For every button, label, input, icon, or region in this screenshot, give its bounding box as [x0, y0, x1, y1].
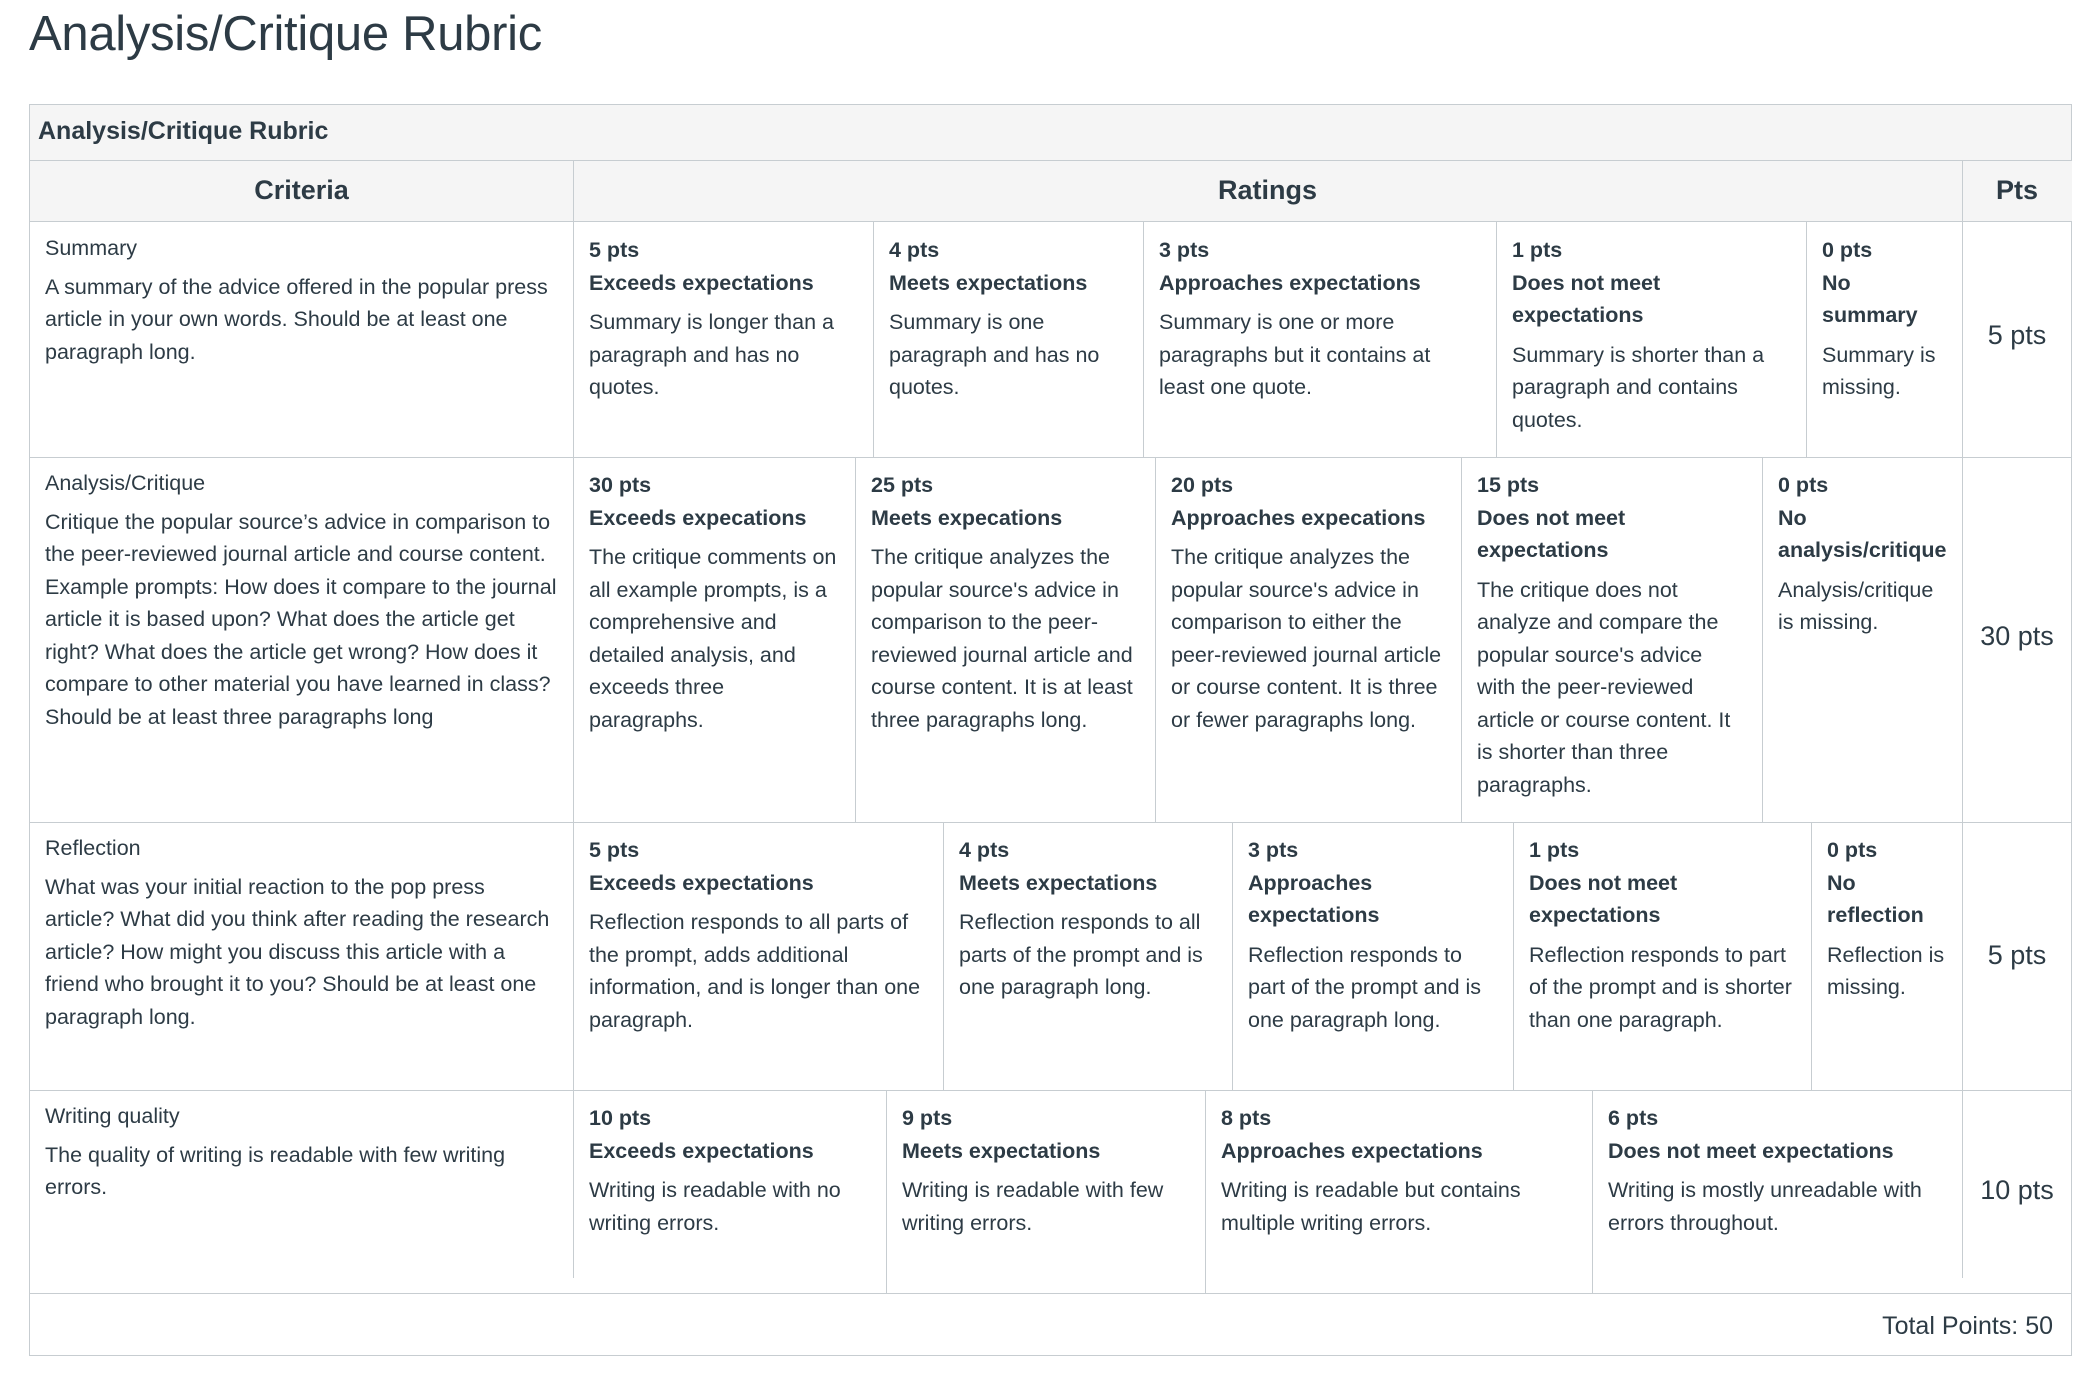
- criterion-description: What was your initial reaction to the pop press article? What did you think after reading the research article? How might you discuss this article with a friend who brought it to you? Should be at least one paragraph long.: [45, 874, 550, 1029]
- rating-points: 5 pts: [589, 238, 640, 262]
- rating-points: 0 pts: [1778, 473, 1829, 497]
- rating-title: Meets expectations: [959, 870, 1158, 895]
- rating-cell[interactable]: [573, 222, 873, 416]
- criterion-reflection: [30, 822, 573, 1090]
- pts-header: Pts: [1962, 161, 2072, 222]
- rating-cell[interactable]: [1762, 457, 1962, 651]
- rating-title: Exceeds expectations: [589, 270, 814, 295]
- rating-cell[interactable]: [1155, 457, 1461, 748]
- rating-title: Exceeds expectations: [589, 870, 814, 895]
- rating-points: 25 pts: [871, 473, 934, 497]
- rating-title: Exceeds expectations: [589, 1138, 814, 1163]
- rating-description: Summary is missing.: [1822, 342, 1936, 399]
- rating-description: Summary is longer than a paragraph and has no quotes.: [589, 310, 834, 399]
- rating-points: 9 pts: [902, 1106, 953, 1130]
- rating-description: The critique does not analyze and compare the popular source's advice with the peer-reviewed article or course content. It is shorter than three paragraphs.: [1477, 577, 1731, 797]
- criterion-description: A summary of the advice offered in the popular press article in your own words. Should be at least one paragraph long.: [45, 274, 548, 364]
- rating-points: 8 pts: [1221, 1106, 1272, 1130]
- rating-points: 15 pts: [1477, 473, 1540, 497]
- rating-cell[interactable]: [1806, 222, 1962, 416]
- rating-points: 0 pts: [1822, 238, 1873, 262]
- rating-description: The critique analyzes the popular source's advice in comparison to the peer-reviewed journal article and course content. It is at least three paragraphs long.: [871, 545, 1133, 732]
- rating-title: No analysis/critique: [1778, 505, 1947, 562]
- criterion-points: 5 pts: [1987, 320, 2047, 350]
- criterion-description: The quality of writing is readable with few writing errors.: [45, 1142, 506, 1199]
- criterion-summary: [30, 222, 573, 457]
- rating-description: Reflection is missing.: [1827, 942, 1945, 999]
- rating-description: Summary is shorter than a paragraph and contains quotes.: [1512, 342, 1765, 432]
- rating-points: 5 pts: [589, 838, 640, 862]
- criterion-description: Critique the popular source’s advice in comparison to the peer-reviewed journal article and course content. Example prompts: How does it compare to the journal article it is based upon? What does the article get right? What does the article get wrong? How does it compare to other material you have learned in class? Should be at least three paragraphs long: [45, 509, 557, 729]
- criterion-points: 10 pts: [1980, 1175, 2054, 1205]
- rating-description: Analysis/critique is missing.: [1778, 577, 1934, 634]
- rating-points: 3 pts: [1248, 838, 1299, 862]
- rubric-table: [29, 104, 2072, 1356]
- rating-points: 0 pts: [1827, 838, 1878, 862]
- rating-points: 4 pts: [889, 238, 940, 262]
- rating-title: Does not meet expectations: [1512, 270, 1661, 327]
- rating-title: Meets expecations: [871, 505, 1063, 530]
- rating-cell[interactable]: [1461, 457, 1762, 813]
- rating-cell[interactable]: [855, 457, 1155, 748]
- rating-description: Reflection responds to part of the prompt and is shorter than one paragraph.: [1529, 942, 1792, 1032]
- rating-description: The critique comments on all example prompts, is a comprehensive and detailed analysis, and exceeds three paragraphs.: [589, 545, 837, 732]
- rating-description: The critique analyzes the popular source's advice in comparison to either the peer-reviewed journal article or course content. It is three or fewer paragraphs long.: [1171, 545, 1442, 732]
- rating-description: Summary is one paragraph and has no quotes.: [889, 310, 1100, 399]
- rating-cell[interactable]: [943, 822, 1232, 1016]
- criterion-name: Analysis/Critique: [45, 471, 206, 495]
- rating-cell[interactable]: [573, 457, 855, 748]
- rating-title: Meets expectations: [889, 270, 1088, 295]
- rating-title: Does not meet expectations: [1608, 1138, 1894, 1163]
- rating-cell[interactable]: [886, 1090, 1205, 1251]
- criterion-analysis-critique: [30, 457, 573, 822]
- rating-points: 30 pts: [589, 473, 652, 497]
- rating-points: 6 pts: [1608, 1106, 1659, 1130]
- rating-cell[interactable]: [1143, 222, 1496, 416]
- rating-title: Meets expectations: [902, 1138, 1101, 1163]
- rating-points: 4 pts: [959, 838, 1010, 862]
- rating-cell[interactable]: [1496, 222, 1806, 448]
- rating-cell[interactable]: [1592, 1090, 1962, 1251]
- criterion-name: Reflection: [45, 836, 141, 860]
- rating-description: Writing is readable with no writing errors.: [589, 1178, 841, 1235]
- criterion-writing-quality: [30, 1090, 573, 1293]
- rating-cell[interactable]: [1205, 1090, 1592, 1251]
- rating-title: Approaches expecations: [1171, 505, 1426, 530]
- rating-description: Reflection responds to all parts of the prompt, adds additional information, and is longer than one paragraph.: [589, 910, 921, 1032]
- rating-cell[interactable]: [573, 1090, 886, 1251]
- criteria-header: Criteria: [30, 161, 573, 222]
- rating-cell[interactable]: [873, 222, 1143, 416]
- rating-points: 20 pts: [1171, 473, 1234, 497]
- rubric-title: Analysis/Critique Rubric: [30, 105, 2071, 161]
- rating-title: No reflection: [1827, 870, 1924, 927]
- ratings-header: Ratings: [573, 161, 1962, 222]
- rating-cell[interactable]: [1513, 822, 1811, 1048]
- rating-title: No summary: [1822, 270, 1918, 327]
- rating-cell[interactable]: [1232, 822, 1513, 1048]
- criterion-name: Writing quality: [45, 1104, 180, 1128]
- rating-description: Writing is readable but contains multiple writing errors.: [1221, 1178, 1521, 1235]
- rating-title: Approaches expectations: [1221, 1138, 1483, 1163]
- rating-points: 1 pts: [1529, 838, 1580, 862]
- rating-points: 3 pts: [1159, 238, 1210, 262]
- rating-title: Approaches expectations: [1159, 270, 1421, 295]
- rating-description: Summary is one or more paragraphs but it contains at least one quote.: [1159, 310, 1431, 399]
- row-divider: [30, 1293, 2071, 1294]
- rating-description: Writing is mostly unreadable with errors throughout.: [1608, 1178, 1922, 1235]
- rating-title: Does not meet expectations: [1529, 870, 1678, 927]
- rating-points: 1 pts: [1512, 238, 1563, 262]
- rating-description: Writing is readable with few writing errors.: [902, 1178, 1164, 1235]
- criterion-name: Summary: [45, 236, 137, 260]
- rating-points: 10 pts: [589, 1106, 652, 1130]
- rating-cell[interactable]: [1811, 822, 1962, 1016]
- rating-title: Does not meet expectations: [1477, 505, 1626, 562]
- criterion-points: 5 pts: [1987, 940, 2047, 970]
- page-title: Analysis/Critique Rubric: [29, 7, 542, 61]
- rating-cell[interactable]: [573, 822, 943, 1048]
- total-points: Total Points: 50: [1882, 1312, 2053, 1340]
- rating-description: Reflection responds to part of the prompt and is one paragraph long.: [1248, 942, 1482, 1032]
- rating-title: Approaches expectations: [1248, 870, 1380, 927]
- rating-description: Reflection responds to all parts of the prompt and is one paragraph long.: [959, 910, 1203, 999]
- rating-title: Exceeds expecations: [589, 505, 807, 530]
- criterion-points: 30 pts: [1980, 621, 2054, 651]
